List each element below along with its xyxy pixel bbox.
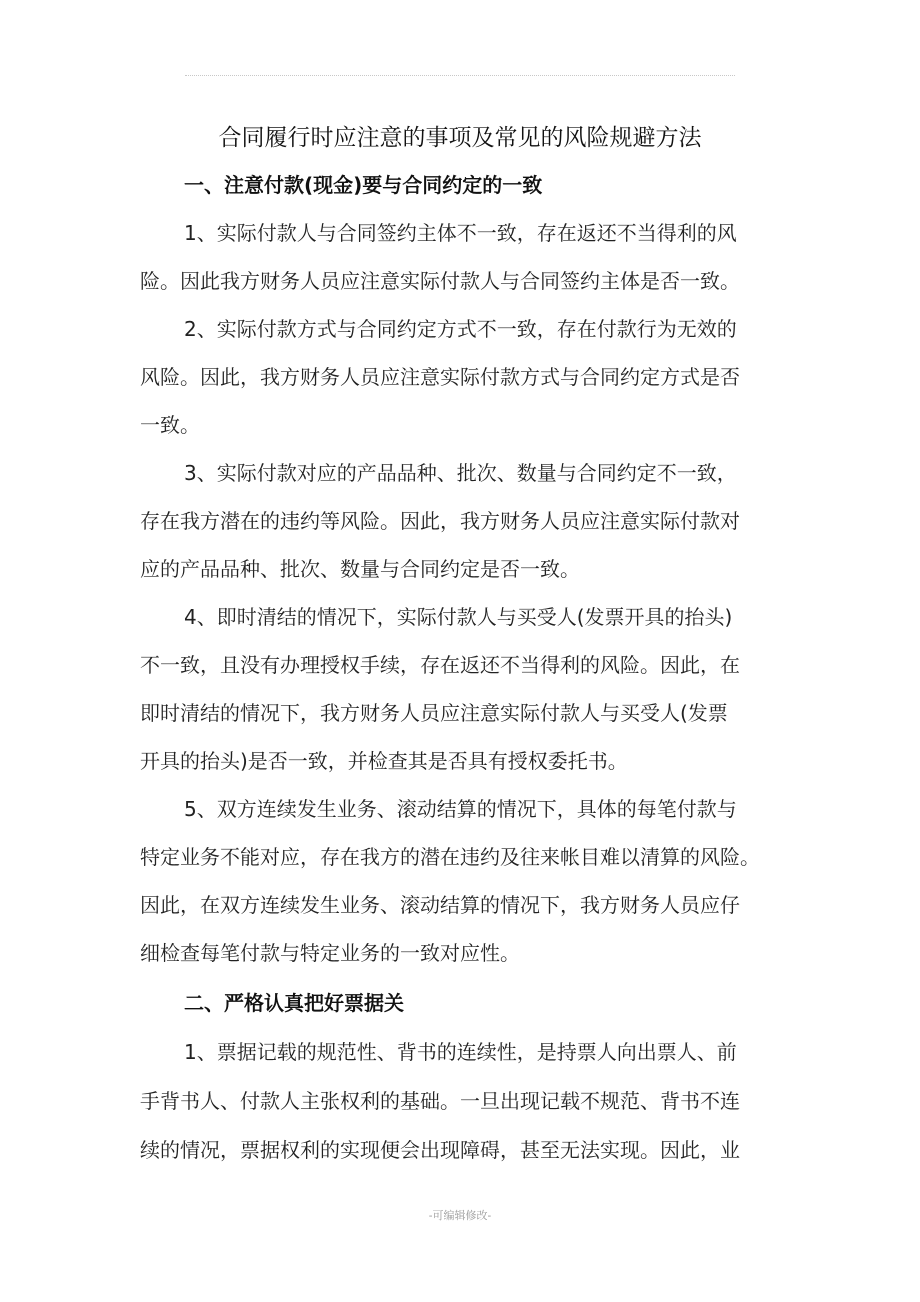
- paragraph-line: 特定业务不能对应，存在我方的潜在违约及往来帐目难以清算的风险。: [140, 845, 760, 869]
- paragraph-line: 3、实际付款对应的产品品种、批次、数量与合同约定不一致，: [184, 461, 737, 485]
- paragraph-line: 即时清结的情况下，我方财务人员应注意实际付款人与买受人(发票: [140, 701, 728, 725]
- header-rule: [185, 75, 735, 76]
- paragraph-line: 一致。: [140, 413, 200, 437]
- paragraph-line: 1、实际付款人与合同签约主体不一致，存在返还不当得利的风: [184, 221, 737, 245]
- page-footer: -可编辑修改-: [428, 1209, 492, 1222]
- paragraph-line: 风险。因此，我方财务人员应注意实际付款方式与合同约定方式是否: [140, 365, 740, 389]
- paragraph-line: 续的情况，票据权利的实现便会出现障碍，甚至无法实现。因此，业: [140, 1138, 740, 1162]
- paragraph-line: 因此，在双方连续发生业务、滚动结算的情况下，我方财务人员应仔: [140, 893, 740, 917]
- paragraph-line: 2、实际付款方式与合同约定方式不一致，存在付款行为无效的: [184, 317, 737, 341]
- paragraph-line: 险。因此我方财务人员应注意实际付款人与合同签约主体是否一致。: [140, 269, 740, 293]
- paragraph-line: 存在我方潜在的违约等风险。因此，我方财务人员应注意实际付款对: [140, 509, 740, 533]
- paragraph-line: 4、即时清结的情况下，实际付款人与买受人(发票开具的抬头): [184, 605, 733, 629]
- paragraph-line: 5、双方连续发生业务、滚动结算的情况下，具体的每笔付款与: [184, 797, 737, 821]
- section-heading-1: 一、注意付款(现金)要与合同约定的一致: [184, 173, 543, 197]
- paragraph-line: 1、票据记载的规范性、背书的连续性，是持票人向出票人、前: [184, 1040, 737, 1064]
- paragraph-line: 手背书人、付款人主张权利的基础。一旦出现记载不规范、背书不连: [140, 1089, 740, 1113]
- paragraph-line: 应的产品品种、批次、数量与合同约定是否一致。: [140, 557, 580, 581]
- paragraph-line: 不一致，且没有办理授权手续，存在返还不当得利的风险。因此，在: [140, 653, 740, 677]
- paragraph-line: 细检查每笔付款与特定业务的一致对应性。: [140, 941, 520, 965]
- document-title: 合同履行时应注意的事项及常见的风险规避方法: [218, 125, 702, 151]
- section-heading-2: 二、严格认真把好票据关: [184, 991, 404, 1015]
- paragraph-line: 开具的抬头)是否一致，并检查其是否具有授权委托书。: [140, 749, 628, 773]
